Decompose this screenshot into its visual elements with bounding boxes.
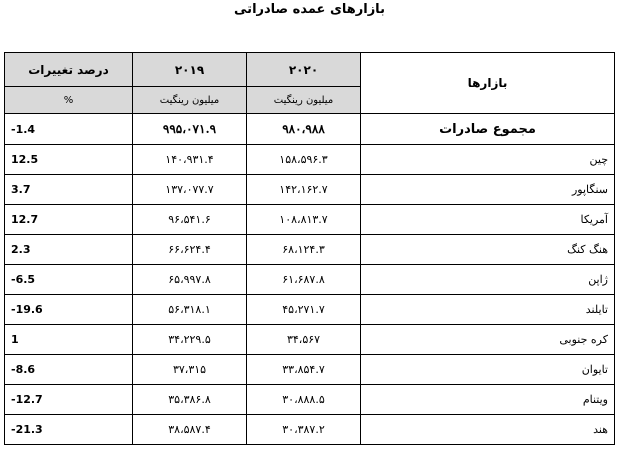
table-row [5,385,615,415]
header-change: درصد تغییرات [5,53,133,87]
header-year-2019: ۲۰۱۹ [133,53,247,87]
value-2019-cell: ۶۶،۶۲۴.۴ [133,235,247,265]
table-row [5,235,615,265]
value-2020-cell: ۶۱،۶۸۷.۸ [247,265,361,295]
change-cell: 12.7 [5,205,133,235]
value-2020-cell: ۶۸،۱۲۴.۳ [247,235,361,265]
value-2019-cell: ۳۷،۳۱۵ [133,355,247,385]
header-year-2020: ۲۰۲۰ [247,53,361,87]
value-2020-cell: ۱۰۸،۸۱۳.۷ [247,205,361,235]
value-2019-cell: ۳۸،۵۸۷.۴ [133,415,247,445]
value-2019-cell: ۳۴،۲۲۹.۵ [133,325,247,355]
market-cell: چین [361,145,615,175]
table-row [5,415,615,445]
change-cell: -8.6 [5,355,133,385]
change-cell: 2.3 [5,235,133,265]
change-cell: -1.4 [5,114,133,145]
market-cell: سنگاپور [361,175,615,205]
market-cell: هنگ کنگ [361,235,615,265]
market-cell: مجموع صادرات [361,114,615,145]
market-cell: هند [361,415,615,445]
market-cell: ویتنام [361,385,615,415]
change-cell: -6.5 [5,265,133,295]
value-2020-cell: ۴۵،۲۷۱.۷ [247,295,361,325]
change-cell: -19.6 [5,295,133,325]
table-row-total [5,114,615,145]
change-cell: 1 [5,325,133,355]
value-2020-cell: ۳۰،۸۸۸.۵ [247,385,361,415]
change-cell: 12.5 [5,145,133,175]
value-2019-cell: ۵۶،۳۱۸.۱ [133,295,247,325]
value-2019-cell: ۶۵،۹۹۷.۸ [133,265,247,295]
value-2019-cell: ۳۵،۳۸۶.۸ [133,385,247,415]
value-2020-cell: ۳۳،۸۵۴.۷ [247,355,361,385]
table-row [5,265,615,295]
table-row [5,205,615,235]
table-row [5,355,615,385]
value-2019-cell: ۹۶،۵۴۱.۶ [133,205,247,235]
page-title: بازارهای عمده صادراتی [234,2,385,17]
table-row [5,145,615,175]
table-row [5,325,615,355]
market-cell: تایوان [361,355,615,385]
header-unit-2020: میلیون رینگیت [247,87,361,114]
value-2020-cell: ۳۰،۳۸۷.۲ [247,415,361,445]
value-2019-cell: ۱۴۰،۹۳۱.۴ [133,145,247,175]
table-row [5,295,615,325]
value-2020-cell: ۳۴،۵۶۷ [247,325,361,355]
change-cell: -21.3 [5,415,133,445]
value-2020-cell: ۱۴۲،۱۶۲.۷ [247,175,361,205]
header-unit-2019: میلیون رینگیت [133,87,247,114]
value-2020-cell: ۹۸۰،۹۸۸ [247,114,361,145]
header-markets: بازارها [361,53,615,114]
table-row [5,175,615,205]
value-2019-cell: ۹۹۵،۰۷۱.۹ [133,114,247,145]
market-cell: آمریکا [361,205,615,235]
value-2020-cell: ۱۵۸،۵۹۶.۳ [247,145,361,175]
change-cell: -12.7 [5,385,133,415]
market-cell: تایلند [361,295,615,325]
change-cell: 3.7 [5,175,133,205]
exports-table [4,52,615,445]
market-cell: کره جنوبی [361,325,615,355]
header-unit-change: % [5,87,133,114]
value-2019-cell: ۱۳۷،۰۷۷.۷ [133,175,247,205]
market-cell: ژاپن [361,265,615,295]
